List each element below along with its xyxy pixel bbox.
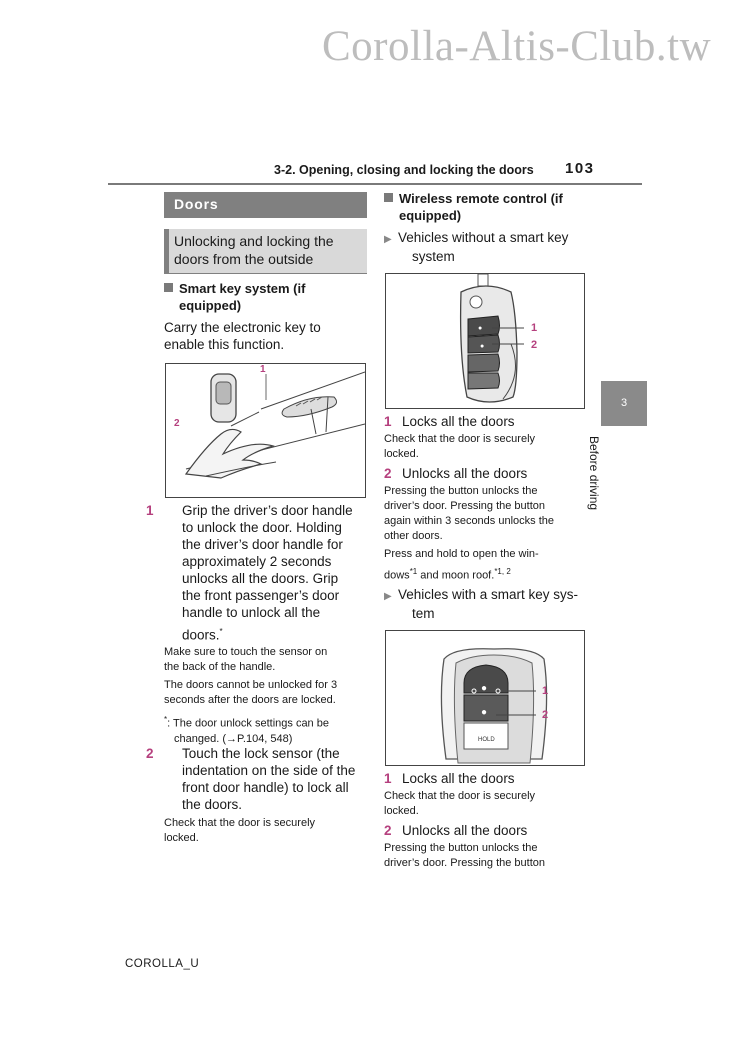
no-smart-key-item: ▶ Vehicles without a smart key system: [384, 230, 569, 264]
remote-item-1: 1 Locks all the doors: [384, 414, 515, 429]
figure-callout-1: 1: [542, 685, 549, 697]
note-locked-left: Check that the door is securely locked.: [164, 817, 316, 844]
step-2: 2 Touch the lock sensor (the indentation on the side of the front door handle) to lock all the doors.: [146, 746, 356, 812]
figure-callout-1: 1: [260, 364, 266, 375]
remote-note-windows: Press and hold to open the win- dows$^{*1}$ and moon roof.$^{*1, 2}$: [384, 548, 539, 582]
section-title-doors: Doors: [164, 192, 367, 218]
smart-note-unlock: Pressing the button unlocks the driver’s door. Pressing the button: [384, 842, 546, 869]
chapter-tab-label: Before driving: [587, 436, 601, 511]
remote-key-figure: [385, 273, 585, 409]
svg-text:HOLD: HOLD: [478, 737, 495, 743]
figure-callout-2: 2: [174, 418, 180, 429]
flip-key-illustration: [386, 274, 584, 408]
svg-text:●: ●: [481, 683, 488, 694]
figure-callout-2: 2: [542, 709, 549, 721]
svg-text:●: ●: [481, 707, 488, 718]
subsection-title: Unlocking and locking the doors from the outside: [164, 229, 367, 274]
step-1: 1 Grip the driver’s door handle to unlock the door. Holding the driver’s door handle for approximately 2 seconds unlocks all the doors. Grip the front passenger’s door handle to unlock all the doors.*: [146, 503, 353, 643]
footer-model: COROLLA_U: [125, 958, 200, 970]
smart-item-1: 1 Locks all the doors: [384, 771, 515, 786]
door-handle-illustration: [166, 364, 365, 497]
smart-note-locked: Check that the door is securely locked.: [384, 790, 536, 817]
header-rule: [108, 183, 642, 185]
smart-item-2: 2 Unlocks all the doors: [384, 823, 528, 838]
note-sensor: Make sure to touch the sensor on the back of the handle.: [164, 646, 328, 673]
figure-callout-2: 2: [531, 339, 538, 351]
smart-key-intro: Carry the electronic key to enable this function.: [164, 320, 321, 352]
svg-text:●: ●: [480, 343, 485, 350]
triangle-bullet-icon: ▶: [384, 234, 392, 245]
triangle-bullet-icon: ▶: [384, 591, 392, 602]
smart-key-heading: Smart key system (if equipped): [164, 280, 369, 314]
page-number: 103: [565, 160, 595, 177]
door-handle-figure: [165, 363, 366, 498]
square-bullet-icon: [384, 193, 393, 202]
note-unlock-delay: The doors cannot be unlocked for 3 seconds after the doors are locked.: [164, 679, 338, 706]
wireless-remote-heading: Wireless remote control (if equipped): [384, 190, 594, 224]
square-bullet-icon: [164, 283, 173, 292]
with-smart-key-item: ▶ Vehicles with a smart key sys- tem: [384, 587, 579, 621]
svg-text:●: ●: [478, 325, 483, 332]
smart-key-figure: [385, 630, 585, 766]
remote-note-locked: Check that the door is securely locked.: [384, 433, 536, 460]
running-header-section: 3-2. Opening, closing and locking the doors: [274, 163, 534, 177]
remote-note-unlock: Pressing the button unlocks the driver’s door. Pressing the button again within 3 seconds unlocks the other doors.: [384, 485, 554, 542]
footnote: *: The door unlock settings can be changed. (→P.104, 548): [164, 715, 329, 745]
watermark: Corolla-Altis-Club.tw: [322, 23, 712, 70]
chapter-tab[interactable]: 3: [601, 381, 647, 426]
smart-key-illustration: [386, 631, 584, 765]
remote-item-2: 2 Unlocks all the doors: [384, 466, 528, 481]
figure-callout-1: 1: [531, 322, 538, 334]
